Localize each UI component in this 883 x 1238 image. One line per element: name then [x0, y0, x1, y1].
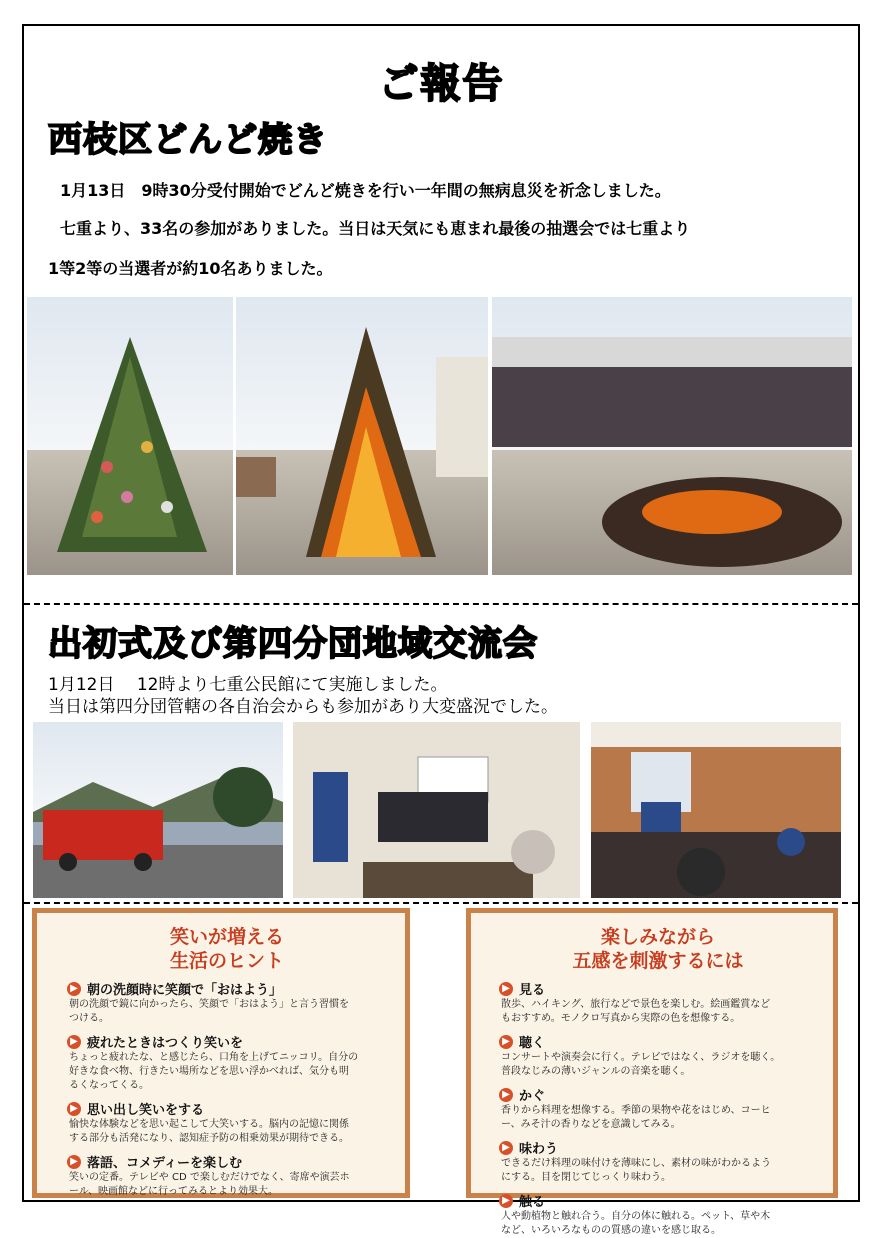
tip-heading: かぐ	[519, 1089, 546, 1104]
tip-body: 笑いの定番。テレビや CD で楽しむだけでなく、寄席や演芸ホ ール、映画館などに行ってみるとより効果大。	[69, 1172, 350, 1197]
laughter-tips-title-2: 生活のヒント	[169, 950, 284, 972]
tip-heading: 朝の洗顔時に笑顔で「おはよう」	[87, 983, 283, 998]
section-divider-2	[24, 902, 858, 904]
tip-body: 愉快な体験などを思い起こして大笑いする。脳内の記憶に関係 する部分も活発になり、認知症予防の相乗効果が期待できる。	[69, 1119, 349, 1144]
section2-line-2: 当日は第四分団管轄の各自治会からも参加があり大変盛況でした。	[48, 697, 558, 717]
laughter-tip	[67, 1152, 387, 1171]
tip-body: 散歩、ハイキング、旅行などで景色を楽しむ。絵画鑑賞など もおすすめ。モノクロ写真から実際の色を想像する。	[501, 999, 771, 1024]
section2-line-1: 1月12日 12時より七重公民館にて実施しました。	[48, 675, 448, 695]
tip-body: ちょっと疲れたな、と感じたら、口角を上げてニッコリ。自分の 好きな食べ物、行きたい場所などを思い浮かべれば、気分も明 るくなってくる。	[69, 1052, 359, 1091]
laughter-tip	[67, 979, 387, 998]
sense-tip	[499, 1085, 817, 1104]
tip-body: できるだけ料理の味付けを薄味にし、素材の味がわかるよう にする。目を閉じてじっくり味わう。	[501, 1158, 771, 1183]
tip-heading: 触る	[519, 1195, 546, 1210]
tip-body: 人や動植物と触れ合う。自分の体に触れる。ペット、草や木 など、いろいろなものの質感の違いを感じ取る。	[501, 1211, 771, 1236]
photo-bonfire-structure	[27, 297, 233, 575]
arrow-right-icon: ▶	[67, 1155, 81, 1169]
tip-heading: 見る	[519, 983, 546, 998]
laughter-tips-title-1: 笑いが増える	[169, 926, 284, 948]
photo-community-meeting	[293, 722, 580, 898]
arrow-right-icon: ▶	[499, 1088, 513, 1102]
laughter-tip	[67, 1032, 387, 1051]
section1-heading: 西枝区どんど焼き	[48, 120, 328, 160]
section1-line-3: 1等2等の当選者が約10名ありました。	[48, 259, 333, 278]
arrow-right-icon: ▶	[499, 1035, 513, 1049]
tip-heading: 疲れたときはつくり笑いを	[87, 1036, 244, 1051]
laughter-tips-box	[32, 908, 410, 1198]
tip-heading: 聴く	[519, 1036, 546, 1051]
five-senses-title-2: 五感を刺激するには	[572, 950, 744, 972]
photo-exchange-party	[591, 722, 841, 898]
photo-fire-truck	[33, 722, 283, 898]
tip-heading: 味わう	[519, 1142, 559, 1157]
arrow-right-icon: ▶	[67, 982, 81, 996]
arrow-right-icon: ▶	[499, 982, 513, 996]
section1-line-2: 七重より、33名の参加がありました。当日は天気にも恵まれ最後の抽選会では七重より	[60, 219, 691, 238]
arrow-right-icon: ▶	[67, 1035, 81, 1049]
page-title: ご報告	[378, 61, 505, 107]
tip-body: 朝の洗顔で鏡に向かったら、笑顔で「おはよう」と言う習慣を つける。	[69, 999, 349, 1024]
section-divider-1	[24, 603, 858, 605]
photo-bonfire-burning	[236, 297, 488, 575]
tip-heading: 思い出し笑いをする	[87, 1103, 205, 1118]
sense-tip	[499, 1138, 817, 1157]
section1-line-1: 1月13日 9時30分受付開始でどんど焼きを行い一年間の無病息災を祈念しました。	[60, 181, 671, 200]
arrow-right-icon: ▶	[67, 1102, 81, 1116]
arrow-right-icon: ▶	[499, 1141, 513, 1155]
laughter-tip	[67, 1099, 387, 1118]
arrow-right-icon: ▶	[499, 1194, 513, 1208]
five-senses-box	[466, 908, 838, 1236]
sense-tip	[499, 1032, 817, 1051]
tip-body: コンサートや演奏会に行く。テレビではなく、ラジオを聴く。 普段なじみの薄いジャンルの音楽を聴く。	[501, 1052, 781, 1077]
sense-tip	[499, 1191, 817, 1210]
five-senses-title-1: 楽しみながら	[600, 926, 715, 948]
tip-heading: 落語、コメディーを楽しむ	[87, 1156, 242, 1171]
sense-tip	[499, 979, 817, 998]
tip-body: 香りから料理を想像する。季節の果物や花をはじめ、コーヒ ー、みそ汁の香りなどを意識してみる。	[501, 1105, 771, 1130]
section2-heading: 出初式及び第四分団地域交流会	[48, 624, 538, 664]
photo-crowd-at-fire	[492, 297, 852, 575]
